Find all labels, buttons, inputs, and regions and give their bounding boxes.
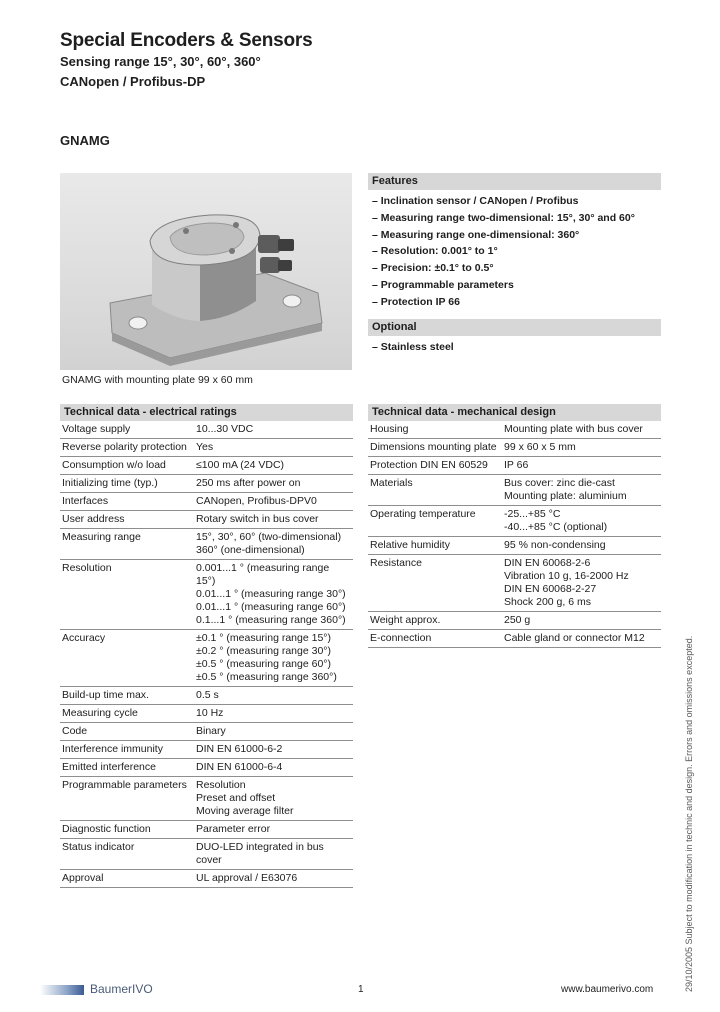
table-row	[60, 741, 353, 759]
value-line: 99 x 60 x 5 mm	[504, 441, 576, 453]
row-value	[194, 741, 353, 759]
value-line: Yes	[196, 441, 214, 453]
value-line: Rotary switch in bus cover	[196, 513, 319, 525]
value-line: Cable gland or connector M12	[504, 632, 645, 644]
row-value	[502, 612, 661, 630]
row-value	[194, 457, 353, 475]
encoder-illustration	[60, 173, 352, 370]
value-line: 15°, 30°, 60° (two-dimensional)	[196, 531, 342, 543]
value-line: ±0.5 ° (measuring range 60°)	[196, 658, 331, 670]
row-value	[502, 439, 661, 457]
optional-heading: Optional	[368, 319, 661, 336]
table-row	[60, 511, 353, 529]
value-line: 0.5 s	[196, 689, 219, 701]
row-value	[194, 529, 353, 560]
row-label: E-connection	[368, 630, 502, 648]
optional-list	[368, 336, 661, 356]
row-label: Measuring range	[60, 529, 194, 560]
table-row	[60, 687, 353, 705]
row-label: Initializing time (typ.)	[60, 475, 194, 493]
page-title: Special Encoders & Sensors	[60, 30, 313, 51]
mechanical-design-section	[368, 404, 661, 648]
value-line: 10...30 VDC	[196, 423, 254, 435]
value-line: 95 % non-condensing	[504, 539, 606, 551]
row-value	[194, 777, 353, 821]
table-row	[368, 555, 661, 612]
value-line: DIN EN 61000-6-2	[196, 743, 283, 755]
value-line: ≤100 mA (24 VDC)	[196, 459, 285, 471]
row-value	[502, 457, 661, 475]
value-line: Resolution	[196, 779, 246, 791]
value-line: 250 ms after power on	[196, 477, 301, 489]
row-value	[194, 759, 353, 777]
row-value	[194, 870, 353, 888]
table-row	[60, 421, 353, 439]
value-line: Mounting plate with bus cover	[504, 423, 643, 435]
table-row	[60, 493, 353, 511]
feature-item: – Programmable parameters	[372, 278, 514, 291]
row-label: Interference immunity	[60, 741, 194, 759]
table-row	[60, 759, 353, 777]
row-value	[194, 475, 353, 493]
value-line: Vibration 10 g, 16-2000 Hz	[504, 570, 629, 582]
mechanical-table	[368, 421, 661, 648]
website-link[interactable]: www.baumerivo.com	[561, 984, 654, 995]
row-label: Housing	[368, 421, 502, 439]
row-value	[502, 421, 661, 439]
product-photo	[60, 173, 352, 370]
value-line: CANopen, Profibus-DPV0	[196, 495, 317, 507]
value-line: 360° (one-dimensional)	[196, 544, 305, 556]
row-label: Programmable parameters	[60, 777, 194, 821]
table-row	[60, 630, 353, 687]
brand-suffix: IVO	[132, 982, 153, 996]
value-line: UL approval / E63076	[196, 872, 298, 884]
row-value	[194, 821, 353, 839]
row-value	[502, 537, 661, 555]
table-row	[60, 870, 353, 888]
value-line: 0.1...1 ° (measuring range 360°)	[196, 614, 346, 626]
row-label: Materials	[368, 475, 502, 506]
optional-box	[368, 319, 661, 356]
row-label: Interfaces	[60, 493, 194, 511]
optional-item: – Stainless steel	[372, 341, 454, 353]
value-line: Mounting plate: aluminium	[504, 490, 627, 502]
row-label: Voltage supply	[60, 421, 194, 439]
value-line: 10 Hz	[196, 707, 224, 719]
value-line: DUO-LED integrated in bus	[196, 841, 324, 853]
features-heading: Features	[368, 173, 661, 190]
value-line: Parameter error	[196, 823, 271, 835]
value-line: Binary	[196, 725, 226, 737]
row-label: Measuring cycle	[60, 705, 194, 723]
value-line: ±0.2 ° (measuring range 30°)	[196, 645, 331, 657]
feature-item: – Precision: ±0.1° to 0.5°	[372, 262, 494, 275]
row-value	[194, 439, 353, 457]
row-label: User address	[60, 511, 194, 529]
row-label: Diagnostic function	[60, 821, 194, 839]
table-row	[368, 537, 661, 555]
mechanical-heading: Technical data - mechanical design	[368, 404, 661, 421]
row-label: Weight approx.	[368, 612, 502, 630]
row-label: Dimensions mounting plate	[368, 439, 502, 457]
row-value	[194, 560, 353, 630]
features-box	[368, 173, 661, 311]
table-row	[368, 506, 661, 537]
value-line: Preset and offset	[196, 792, 276, 804]
row-value	[502, 475, 661, 506]
value-line: -40...+85 °C (optional)	[504, 521, 608, 533]
table-row	[60, 839, 353, 870]
value-line: Moving average filter	[196, 805, 294, 817]
page-header	[60, 30, 312, 92]
electrical-ratings-section	[60, 404, 353, 888]
row-value	[194, 705, 353, 723]
row-value	[502, 555, 661, 612]
table-row	[60, 529, 353, 560]
row-label: Relative humidity	[368, 537, 502, 555]
electrical-table	[60, 421, 353, 888]
row-label: Status indicator	[60, 839, 194, 870]
value-line: DIN EN 60068-2-6	[504, 557, 591, 569]
brand-name: Baumer	[90, 982, 133, 996]
value-line: 0.001...1 ° (measuring range	[196, 562, 330, 574]
row-value	[194, 493, 353, 511]
table-row	[60, 777, 353, 821]
model-name: GNAMG	[60, 133, 110, 148]
value-line: ±0.5 ° (measuring range 360°)	[196, 671, 337, 683]
table-row	[368, 457, 661, 475]
value-line: DIN EN 61000-6-4	[196, 761, 283, 773]
value-line: -25...+85 °C	[504, 508, 561, 520]
row-value	[502, 506, 661, 537]
photo-caption: GNAMG with mounting plate 99 x 60 mm	[62, 374, 253, 386]
row-value	[194, 511, 353, 529]
row-value	[194, 839, 353, 870]
value-line: IP 66	[504, 459, 529, 471]
row-label: Reverse polarity protection	[60, 439, 194, 457]
row-label: Protection DIN EN 60529	[368, 457, 502, 475]
value-line: 250 g	[504, 614, 531, 626]
table-row	[60, 821, 353, 839]
feature-item: – Measuring range two-dimensional: 15°, 30° and 60°	[372, 211, 635, 224]
table-row	[60, 475, 353, 493]
page-subtitle-interface: CANopen / Profibus-DP	[60, 74, 206, 89]
footer-gradient-bar	[40, 985, 84, 995]
table-row	[368, 630, 661, 648]
feature-item: – Resolution: 0.001° to 1°	[372, 245, 498, 258]
row-label: Consumption w/o load	[60, 457, 194, 475]
row-label: Operating temperature	[368, 506, 502, 537]
value-line: cover	[196, 854, 222, 866]
page-number: 1	[358, 984, 364, 995]
feature-item: – Measuring range one-dimensional: 360°	[372, 228, 580, 241]
row-label: Build-up time max.	[60, 687, 194, 705]
table-row	[368, 612, 661, 630]
page-subtitle-range: Sensing range 15°, 30°, 60°, 360°	[60, 54, 261, 69]
table-row	[60, 439, 353, 457]
table-row	[60, 457, 353, 475]
table-row	[368, 475, 661, 506]
value-line: 0.01...1 ° (measuring range 30°)	[196, 588, 346, 600]
table-row	[60, 723, 353, 741]
value-line: ±0.1 ° (measuring range 15°)	[196, 632, 331, 644]
feature-item: – Inclination sensor / CANopen / Profibus	[372, 195, 579, 207]
table-row	[368, 439, 661, 457]
row-label: Accuracy	[60, 630, 194, 687]
electrical-heading: Technical data - electrical ratings	[60, 404, 353, 421]
table-row	[60, 705, 353, 723]
row-value	[194, 630, 353, 687]
brand-logo	[90, 982, 153, 996]
value-line: 15°)	[196, 575, 216, 587]
table-row	[60, 560, 353, 630]
value-line: 0.01...1 ° (measuring range 60°)	[196, 601, 346, 613]
value-line: Bus cover: zinc die-cast	[504, 477, 615, 489]
row-value	[502, 630, 661, 648]
row-label: Code	[60, 723, 194, 741]
value-line: DIN EN 60068-2-27	[504, 583, 597, 595]
features-list	[368, 190, 661, 311]
row-label: Resistance	[368, 555, 502, 612]
row-value	[194, 421, 353, 439]
row-label: Resolution	[60, 560, 194, 630]
row-label: Emitted interference	[60, 759, 194, 777]
row-value	[194, 687, 353, 705]
row-value	[194, 723, 353, 741]
row-label: Approval	[60, 870, 194, 888]
table-row	[368, 421, 661, 439]
value-line: Shock 200 g, 6 ms	[504, 596, 591, 608]
feature-item: – Protection IP 66	[372, 295, 460, 308]
disclaimer-note: 29/10/2005 Subject to modification in technic and design. Errors and omissions excepted.	[684, 635, 694, 992]
